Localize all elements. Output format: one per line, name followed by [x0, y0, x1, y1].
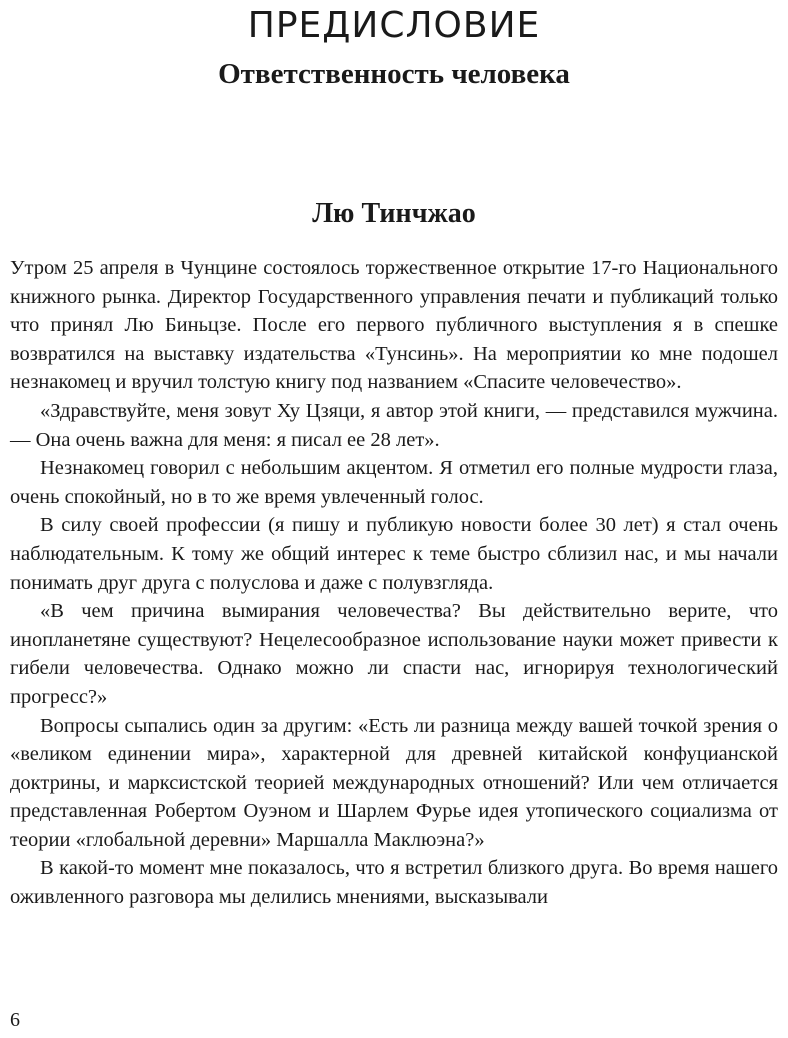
page-number: 6 — [10, 1009, 20, 1031]
paragraph: «В чем причина вымирания человечества? Вы действительно верите, что инопланетяне существуют? Нецелесообразное использование науки может привести к гибели человечества. Однако можно ли спасти нас, игнорируя технологический прогресс?» — [10, 600, 778, 708]
paragraph: «Здравствуйте, меня зовут Ху Цзяци, я автор этой книги, — представился мужчина. — Она очень важна для меня: я писал ее 28 лет». — [10, 399, 778, 451]
paragraph: Вопросы сыпались один за другим: «Есть ли разница между вашей точкой зрения о «великом единении мира», характерной для древней китайской конфуцианской доктрины, и марксистской теорией международных отношений? Или чем отличается представленная Робертом Оуэном и Шарлем Фурье идея утопического социализма от теории «глобальной деревни» Маршалла Маклюэна?» — [10, 714, 778, 851]
body-text — [10, 254, 778, 912]
paragraph: Незнакомец говорил с небольшим акцентом. Я отметил его полные мудрости глаза, очень спокойный, но в то же время увлеченный голос. — [10, 457, 778, 508]
chapter-label: ПРЕДИСЛОВИЕ — [247, 5, 541, 46]
chapter-subtitle: Ответственность человека — [218, 58, 570, 90]
paragraph: В силу своей профессии (я пишу и публикую новости более 30 лет) я стал очень наблюдательным. К тому же общий интерес к теме быстро сблизил нас, и мы начали понимать друг друга с полуслова и даже с полувзгляда. — [10, 514, 778, 594]
author-name: Лю Тинчжао — [312, 198, 476, 229]
paragraph: Утром 25 апреля в Чунцине состоялось торжественное открытие 17-го Национального книжного рынка. Директор Государственного управления печати и публикаций только что принял Лю Биньцзе. После его первого публичного выступления я в спешке возвратился на выставку издательства «Тунсинь». На мероприятии ко мне подошел незнакомец и вручил толстую книгу под названием «Спасите человечество». — [10, 257, 778, 394]
paragraph: В какой-то момент мне показалось, что я встретил близкого друга. Во время нашего оживленного разговора мы делились мнениями, высказывали — [10, 857, 778, 909]
